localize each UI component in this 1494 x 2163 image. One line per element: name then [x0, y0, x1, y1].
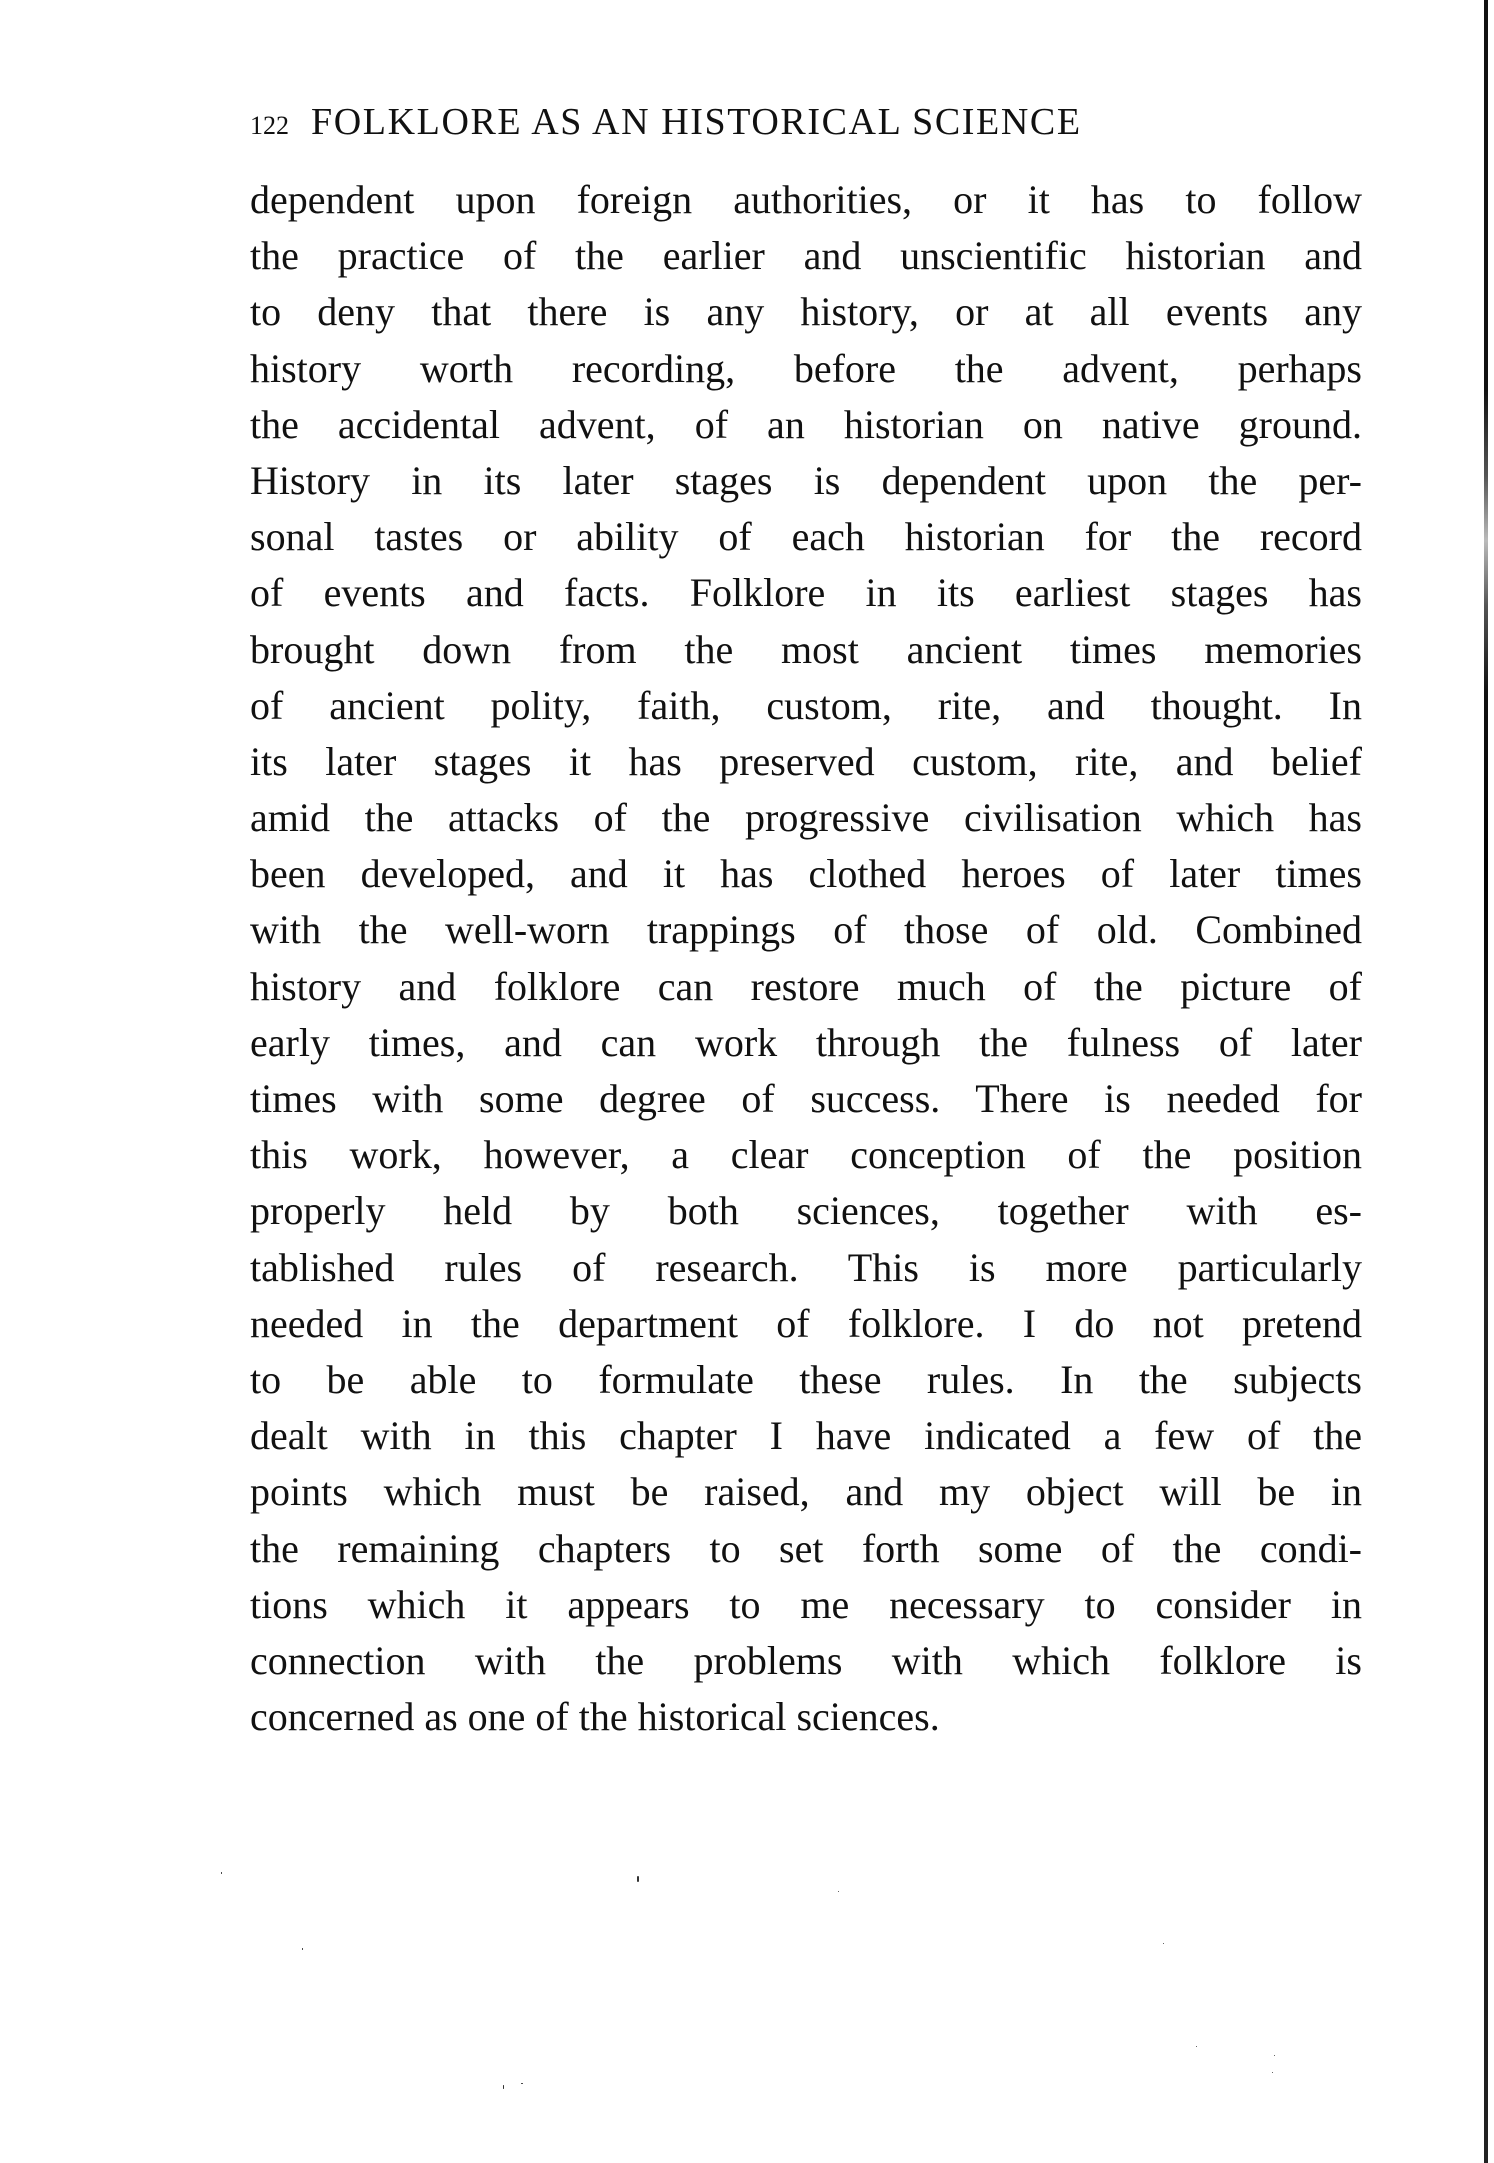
text-line: needed in the department of folklore. I do not pretend — [250, 1300, 1362, 1346]
text-line: History in its later stages is dependent upon the per- — [250, 457, 1362, 503]
scan-speck — [1272, 2072, 1273, 2073]
text-line-last: concerned as one of the historical sciences. — [250, 1694, 940, 1740]
text-line: connection with the problems with which folklore is — [250, 1637, 1362, 1683]
text-line: properly held by both sciences, together with es- — [250, 1188, 1362, 1234]
text-line: the practice of the earlier and unscientific historian and — [250, 233, 1362, 279]
running-head-title: FOLKLORE AS AN HISTORICAL SCIENCE — [311, 101, 1082, 143]
text-line: history worth recording, before the advent, perhaps — [250, 345, 1362, 391]
text-line: this work, however, a clear conception of the position — [250, 1132, 1362, 1178]
text-line: the accidental advent, of an historian on native ground. — [250, 401, 1362, 447]
body-paragraph — [250, 172, 1362, 1745]
scan-speck — [1196, 2046, 1197, 2047]
text-line: tions which it appears to me necessary to consider in — [250, 1581, 1362, 1627]
scan-speck — [838, 1891, 839, 1892]
text-line: times with some degree of success. There is needed for — [250, 1076, 1362, 1121]
text-line: brought down from the most ancient times memories — [250, 626, 1362, 672]
text-line: to deny that there is any history, or at all events any — [250, 289, 1362, 335]
scan-speck — [1274, 2055, 1275, 2056]
text-line: dealt with in this chapter I have indicated a few of the — [250, 1413, 1362, 1459]
text-line: history and folklore can restore much of the picture of — [250, 963, 1362, 1009]
text-line: tablished rules of research. This is more particularly — [250, 1244, 1362, 1290]
scan-speck — [221, 1872, 222, 1874]
text-line: early times, and can work through the fulness of later — [250, 1019, 1362, 1065]
scan-speck — [521, 2083, 523, 2084]
text-line: sonal tastes or ability of each historian for the record — [250, 514, 1362, 560]
scan-speck — [302, 1948, 303, 1950]
text-line: its later stages it has preserved custom, rite, and belief — [250, 738, 1362, 784]
text-line: with the well-worn trappings of those of old. Combined — [250, 907, 1362, 953]
text-line: of events and facts. Folklore in its earliest stages has — [250, 570, 1362, 616]
text-line: to be able to formulate these rules. In the subjects — [250, 1356, 1362, 1402]
page-edge-shadow — [1484, 0, 1488, 2163]
text-line: amid the attacks of the progressive civilisation which has — [250, 795, 1362, 841]
text-line: the remaining chapters to set forth some of the condi- — [250, 1525, 1362, 1571]
page-number: 122 — [250, 111, 289, 140]
scan-speck — [637, 1876, 639, 1882]
text-line: dependent upon foreign authorities, or it has to follow — [250, 177, 1362, 222]
running-head — [250, 100, 1360, 144]
scan-speck — [503, 2085, 504, 2089]
text-line: been developed, and it has clothed heroes of later times — [250, 851, 1362, 897]
text-line: points which must be raised, and my object will be in — [250, 1469, 1362, 1515]
scan-speck — [1163, 1943, 1164, 1944]
text-line: of ancient polity, faith, custom, rite, and thought. In — [250, 682, 1362, 728]
